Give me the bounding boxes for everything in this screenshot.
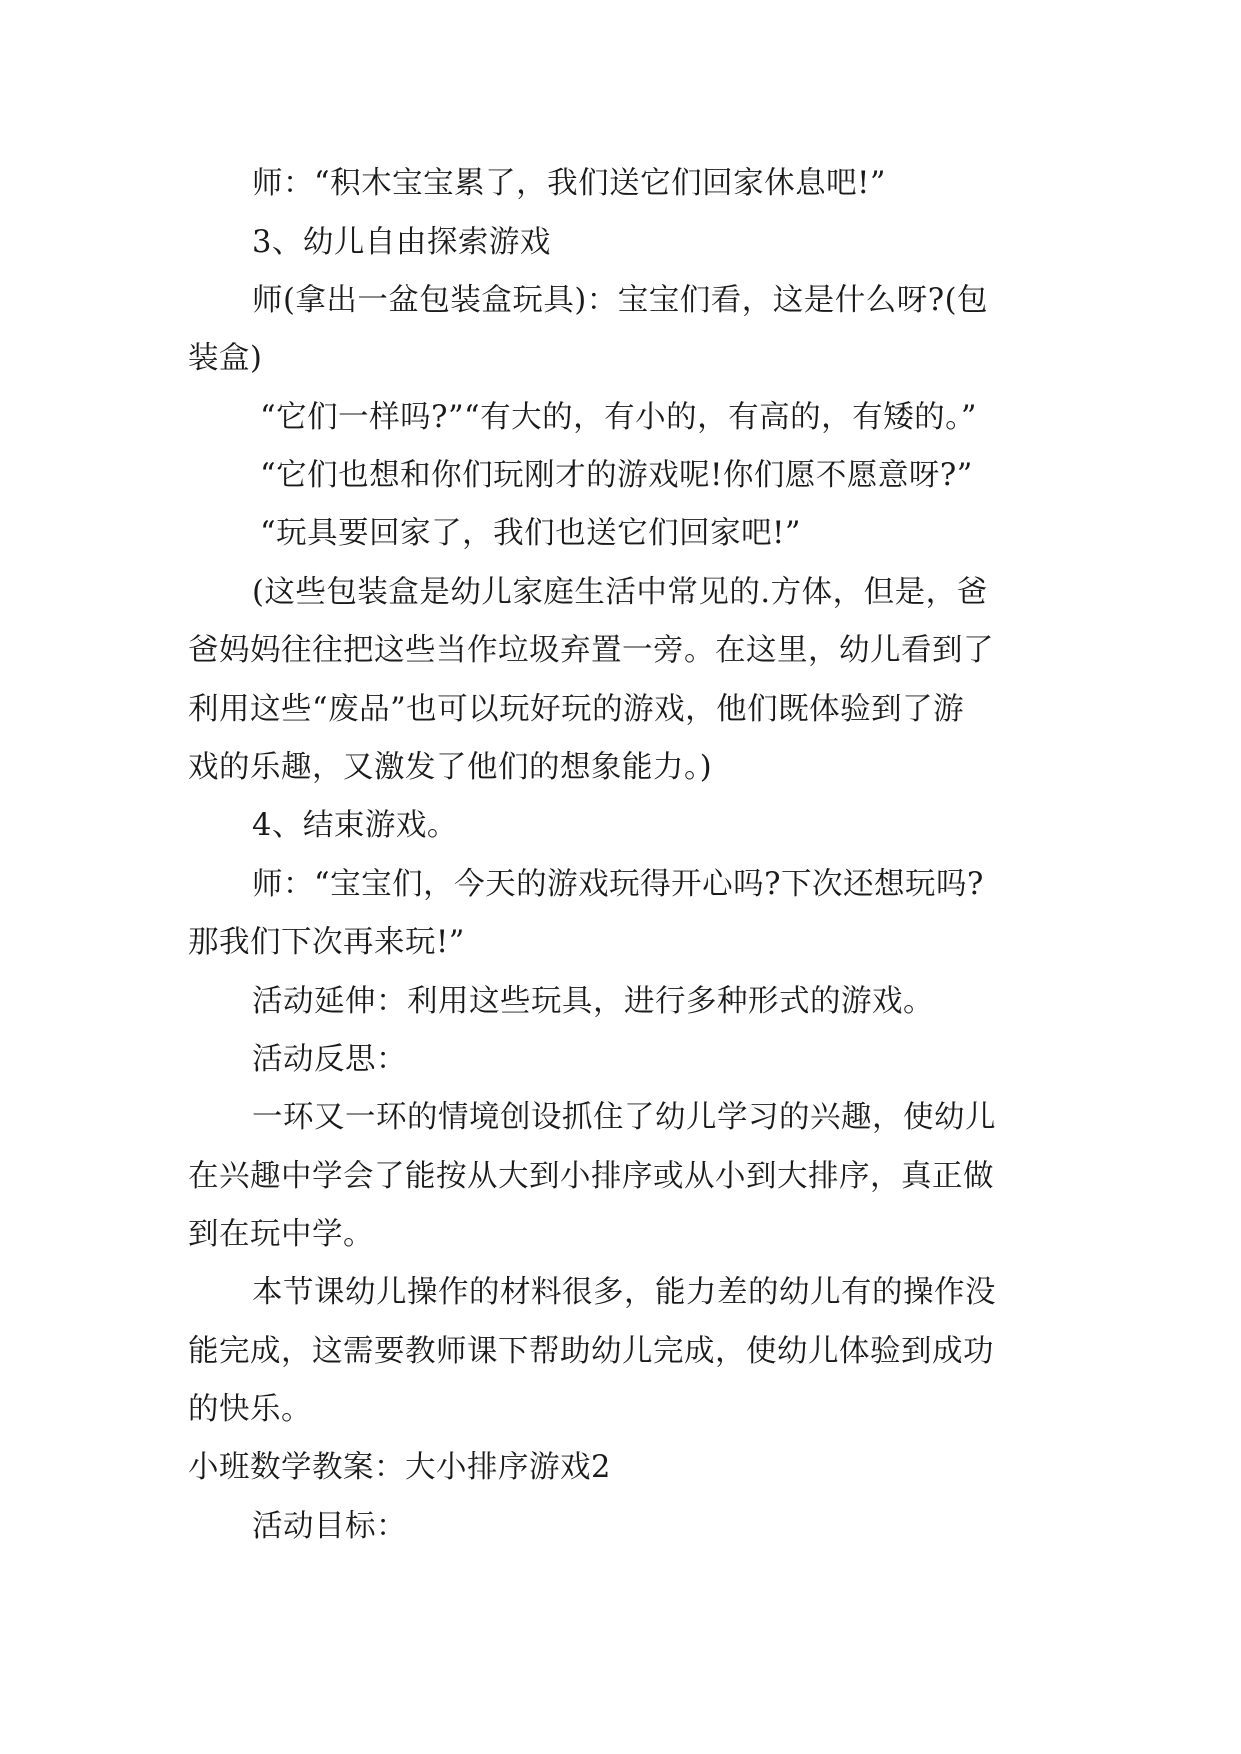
text-line-4: 装盒): [188, 341, 263, 376]
section-heading-3: 3、幼儿自由探索游戏: [252, 225, 551, 260]
text-line-3: 师(拿出一盆包装盒玩具)：宝宝们看，这是什么呀?(包: [252, 283, 989, 318]
activity-goal-heading: 活动目标：: [252, 1509, 407, 1544]
text-line-20: 本节课幼儿操作的材料很多，能力差的幼儿有的操作没: [252, 1275, 996, 1310]
lesson-title: 小班数学教案：大小排序游戏2: [188, 1450, 611, 1485]
text-line-15: 活动延伸：利用这些玩具，进行多种形式的游戏。: [252, 984, 934, 1019]
text-line-8: (这些包装盒是幼儿家庭生活中常见的.方体，但是，爸: [252, 575, 988, 610]
text-line-7: “玩具要回家了，我们也送它们回家吧!”: [260, 516, 801, 551]
activity-reflection-heading: 活动反思：: [252, 1042, 407, 1077]
text-line-13: 师：“宝宝们，今天的游戏玩得开心吗?下次还想玩吗?: [252, 867, 984, 902]
section-heading-4: 4、结束游戏。: [252, 808, 458, 843]
text-line-21: 能完成，这需要教师课下帮助幼儿完成，使幼儿体验到成功: [188, 1334, 994, 1369]
text-line-1: 师：“积木宝宝累了，我们送它们回家休息吧!”: [252, 166, 886, 201]
text-line-22: 的快乐。: [188, 1392, 312, 1427]
text-line-17: 一环又一环的情境创设抓住了幼儿学习的兴趣，使幼儿: [252, 1100, 996, 1135]
text-line-10: 利用这些“废品”也可以玩好玩的游戏，他们既体验到了游: [188, 692, 965, 727]
text-line-9: 爸妈妈往往把这些当作垃圾弃置一旁。在这里，幼儿看到了: [188, 633, 994, 668]
text-line-5: “它们一样吗?”“有大的，有小的，有高的，有矮的。”: [260, 400, 977, 435]
text-line-11: 戏的乐趣，又激发了他们的想象能力。): [188, 750, 713, 785]
text-line-18: 在兴趣中学会了能按从大到小排序或从小到大排序，真正做: [188, 1159, 994, 1194]
text-line-6: “它们也想和你们玩刚才的游戏呢!你们愿不愿意呀?”: [260, 458, 973, 493]
text-line-14: 那我们下次再来玩!”: [188, 925, 465, 960]
text-line-19: 到在玩中学。: [188, 1217, 374, 1252]
